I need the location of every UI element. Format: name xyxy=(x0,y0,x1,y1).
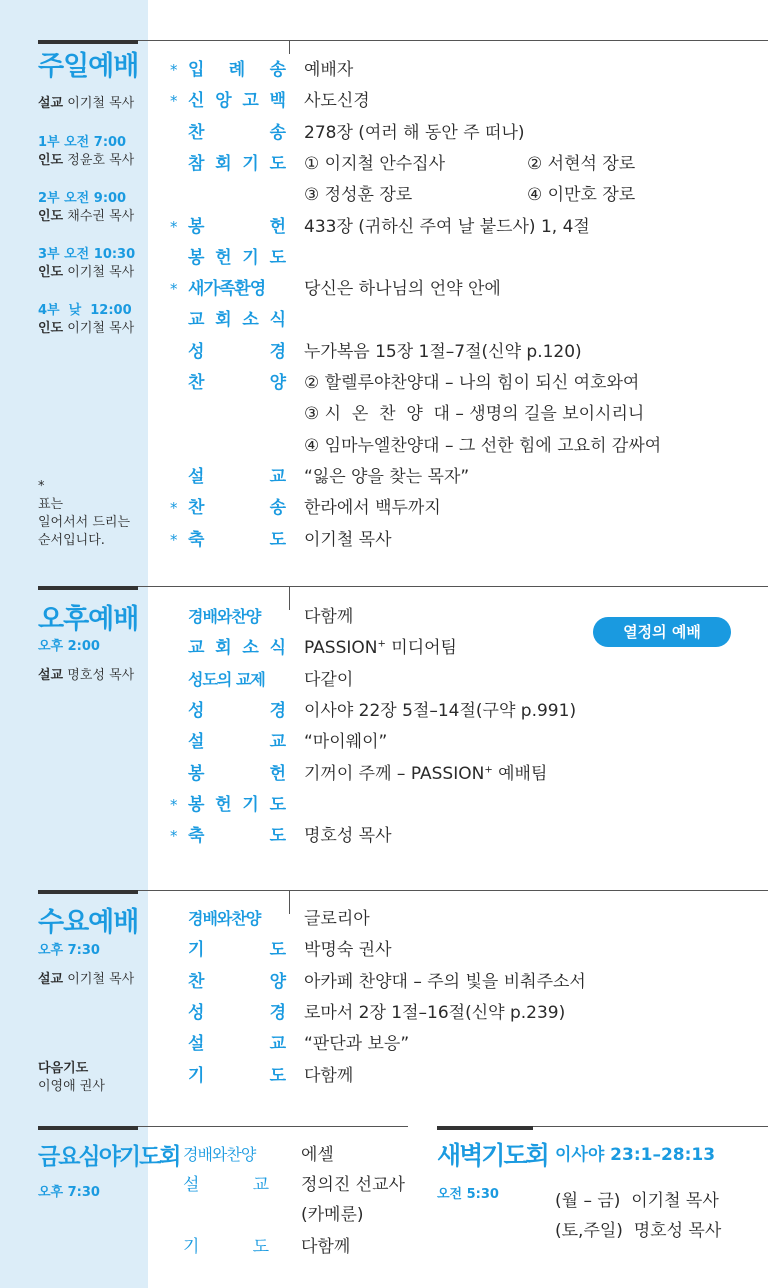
order-value: ③ 정성훈 장로 xyxy=(304,185,413,206)
dawn-time: 오전 5:30 xyxy=(437,1187,499,1202)
order-value: “판단과 보응” xyxy=(304,1034,410,1055)
section-rule xyxy=(533,1126,768,1127)
section-rule xyxy=(38,890,138,894)
divider xyxy=(289,586,290,610)
order-label: 찬 양 xyxy=(188,373,286,393)
order-label: 봉 헌 xyxy=(188,763,286,784)
order-label: 축 도 xyxy=(188,529,286,550)
order-value: 아카페 찬양대 – 주의 빛을 비춰주소서 xyxy=(304,971,586,992)
sunday-service-1: 1부 오전 7:00 인도 정윤호 목사 xyxy=(38,135,135,168)
sunday-title: 주일예배 xyxy=(38,51,139,82)
order-label: 경배와찬양 xyxy=(188,607,261,626)
order-value: 사도신경 xyxy=(304,91,370,112)
section-rule xyxy=(38,1126,138,1130)
standing-star: * xyxy=(170,217,178,236)
order-label: 교 회 소 식 xyxy=(188,310,286,331)
sunday-service-3: 3부 오전 10:30 인도 이기철 목사 xyxy=(38,247,136,280)
section-rule xyxy=(38,586,138,590)
standing-star: * xyxy=(170,280,178,299)
dawn-title: 새벽기도회 xyxy=(437,1141,548,1170)
order-value: “잃은 양을 찾는 목자” xyxy=(304,466,470,487)
order-value: ② 할렐루야찬양대 – 나의 힘이 되신 여호와여 xyxy=(304,373,640,393)
order-value: “마이웨이” xyxy=(304,732,388,753)
order-label: 기 도 xyxy=(188,940,286,961)
afternoon-sermon: 설교 명호성 목사 xyxy=(38,668,135,683)
order-label: 경배와찬양 xyxy=(188,909,261,928)
friday-title: 금요심야기도회 xyxy=(38,1144,180,1170)
order-value: ① 이지철 안수집사 xyxy=(304,153,446,174)
standing-note: * 표는 일어서서 드리는 순서입니다. xyxy=(38,479,131,548)
order-label: 봉 헌 xyxy=(188,216,286,237)
order-label: 찬 양 xyxy=(188,971,286,992)
order-value: 278장 (여러 해 동안 주 떠나) xyxy=(304,122,525,143)
next-prayer: 다음기도 이영애 권사 xyxy=(38,1061,105,1094)
order-value: 433장 (귀하신 주여 날 붙드사) 1, 4절 xyxy=(304,216,590,237)
order-value: 예배자 xyxy=(304,60,354,80)
order-value: 다같이 xyxy=(304,669,354,690)
order-label: 찬 송 xyxy=(188,122,286,143)
standing-star: * xyxy=(170,795,178,814)
dawn-leader-weekday: (월 – 금) 이기철 목사 xyxy=(555,1191,719,1211)
friday-label-prayer: 기 도 xyxy=(183,1237,269,1257)
order-value: 한라에서 백두까지 xyxy=(304,498,441,519)
friday-label-sermon: 설 교 xyxy=(183,1175,269,1195)
order-value: 글로리아 xyxy=(304,909,370,929)
order-label: 성 경 xyxy=(188,1002,286,1023)
order-label: 기 도 xyxy=(188,1065,286,1086)
wednesday-title: 수요예배 xyxy=(38,907,139,938)
order-label: 봉 헌 기 도 xyxy=(188,794,286,815)
dawn-passage: 이사야 23:1–28:13 xyxy=(555,1145,716,1165)
order-value: 박명숙 권사 xyxy=(304,940,392,961)
standing-star: * xyxy=(170,530,178,549)
friday-time: 오후 7:30 xyxy=(38,1185,100,1200)
dawn-leader-weekend: (토,주일) 명호성 목사 xyxy=(555,1221,722,1241)
order-label: 신 앙 고 백 xyxy=(188,91,286,112)
order-value: 다함께 xyxy=(304,607,354,627)
sunday-sermon: 설교 이기철 목사 xyxy=(38,96,135,111)
order-label: 새가족환영 xyxy=(188,279,266,300)
standing-star: * xyxy=(170,92,178,111)
standing-star: * xyxy=(170,499,178,518)
friday-value-praise: 에셀 xyxy=(301,1145,334,1165)
order-value: 로마서 2장 1절–16절(신약 p.239) xyxy=(304,1002,566,1023)
order-value: 이기철 목사 xyxy=(304,529,392,550)
order-label: 설 교 xyxy=(188,1034,286,1055)
order-value: ④ 임마누엘찬양대 – 그 선한 힘에 고요히 감싸여 xyxy=(304,435,662,456)
section-rule xyxy=(138,40,768,41)
order-value-2: ④ 이만호 장로 xyxy=(527,185,636,206)
wednesday-time: 오후 7:30 xyxy=(38,943,100,958)
order-label: 설 교 xyxy=(188,466,286,487)
standing-star: * xyxy=(170,61,178,79)
order-value: 다함께 xyxy=(304,1065,354,1086)
divider xyxy=(289,890,290,914)
section-rule xyxy=(138,586,768,587)
order-label: 입 례 송 xyxy=(188,60,286,80)
section-rule xyxy=(437,1126,533,1130)
friday-value-sermon-country: (카메룬) xyxy=(301,1205,364,1225)
order-value-2: ② 서현석 장로 xyxy=(527,153,636,174)
order-label: 성 경 xyxy=(188,700,286,721)
section-rule xyxy=(138,890,768,891)
afternoon-title: 오후예배 xyxy=(38,604,139,635)
order-label: 찬 송 xyxy=(188,498,286,519)
standing-star: * xyxy=(170,827,178,846)
order-label: 참 회 기 도 xyxy=(188,153,286,174)
friday-value-prayer: 다함께 xyxy=(301,1237,351,1257)
divider xyxy=(289,40,290,54)
section-rule xyxy=(138,1126,408,1127)
order-label: 봉 헌 기 도 xyxy=(188,247,286,268)
order-value: 누가복음 15장 1절–7절(신약 p.120) xyxy=(304,341,582,362)
friday-value-sermon: 정의진 선교사 xyxy=(301,1175,405,1195)
order-value: PASSION+ 미디어팀 xyxy=(304,638,457,659)
friday-label-praise: 경배와찬양 xyxy=(183,1145,256,1164)
order-label: 성 경 xyxy=(188,341,286,362)
order-label: 성도의 교제 xyxy=(188,669,265,689)
order-label: 설 교 xyxy=(188,732,286,753)
order-value: 당신은 하나님의 언약 안에 xyxy=(304,279,501,300)
note-star: * xyxy=(38,479,45,494)
sunday-service-4: 4부 낮 12:00 인도 이기철 목사 xyxy=(38,303,135,336)
order-value: ③ 시 온 찬 양 대 – 생명의 길을 보이시리니 xyxy=(304,404,645,425)
order-value: 기꺼이 주께 – PASSION+ 예배팀 xyxy=(304,763,548,784)
afternoon-time: 오후 2:00 xyxy=(38,639,100,654)
wednesday-sermon: 설교 이기철 목사 xyxy=(38,972,135,987)
order-label: 교 회 소 식 xyxy=(188,638,286,659)
order-label: 축 도 xyxy=(188,826,286,847)
order-value: 이사야 22장 5절–14절(구약 p.991) xyxy=(304,700,577,721)
passion-worship-badge: 열정의 예배 xyxy=(593,617,731,647)
order-value: 명호성 목사 xyxy=(304,826,392,847)
sunday-service-2: 2부 오전 9:00 인도 채수권 목사 xyxy=(38,191,135,224)
